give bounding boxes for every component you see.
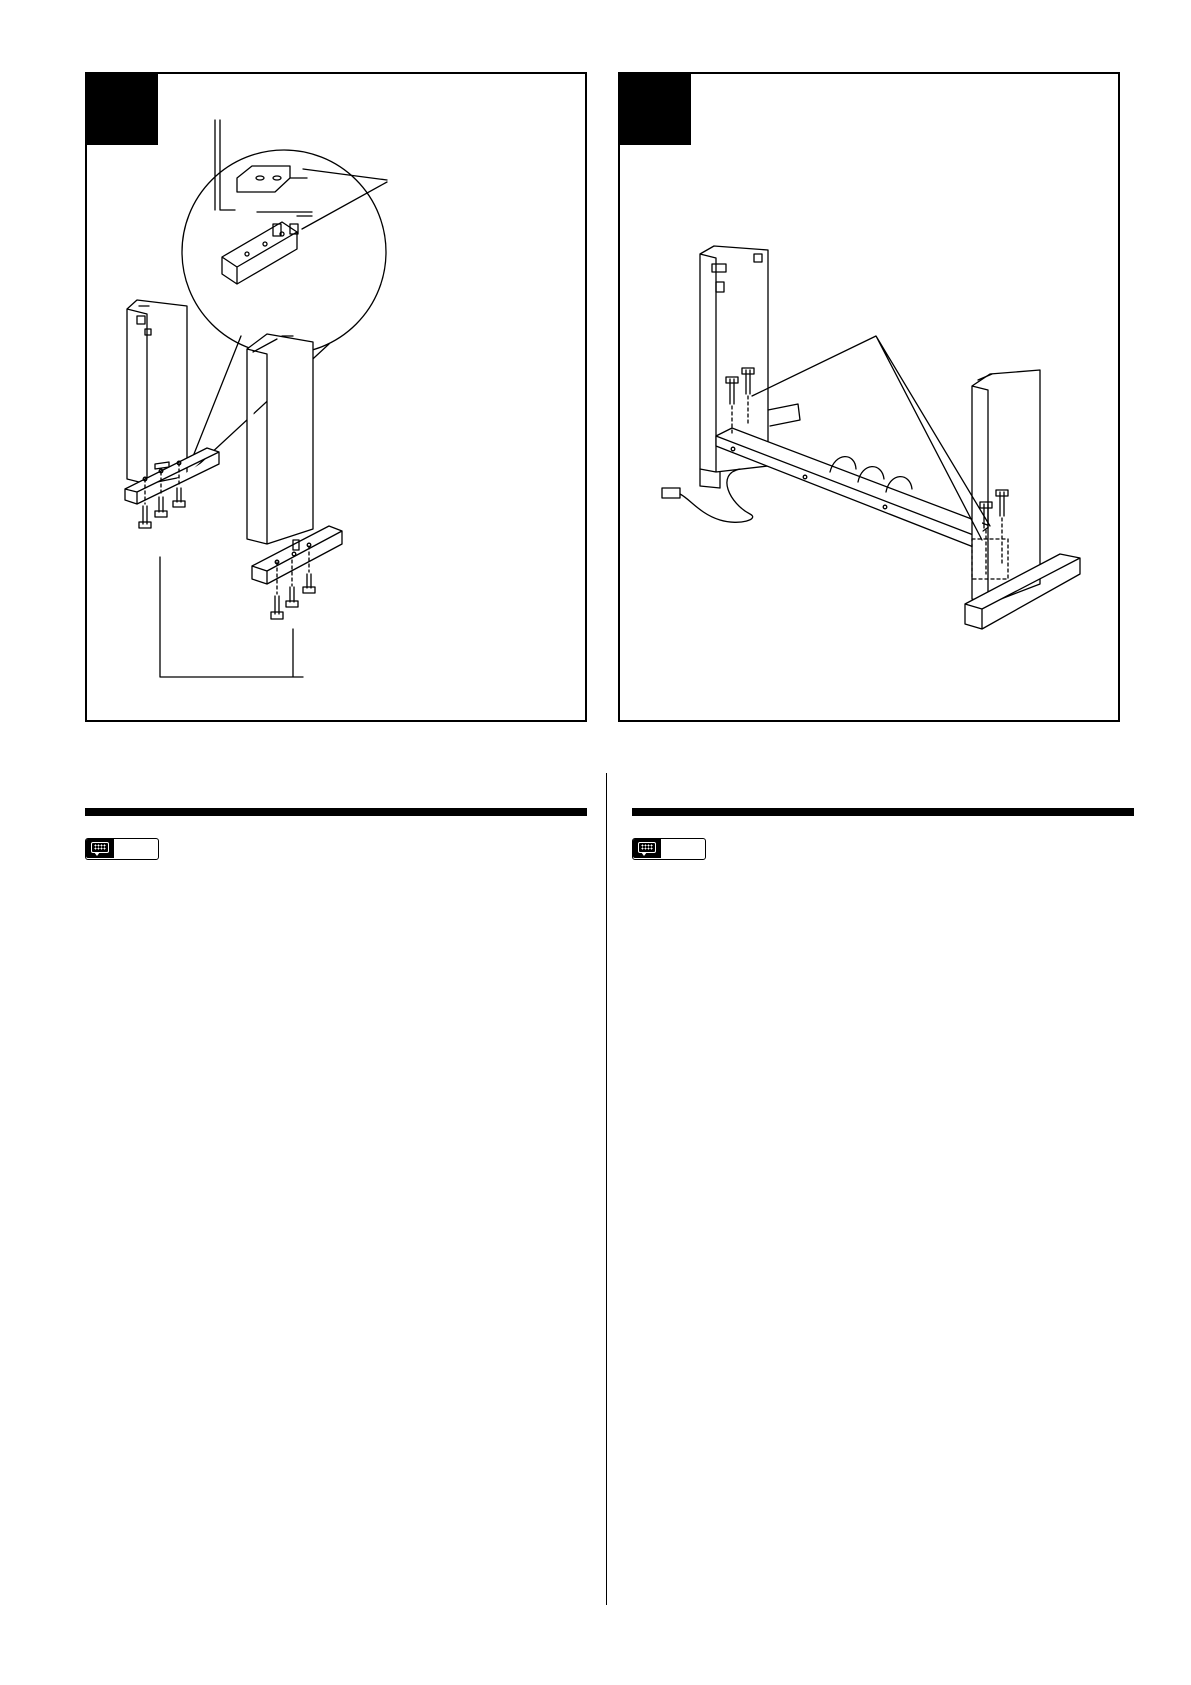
step-figure-left — [85, 72, 587, 722]
section-right — [632, 808, 1134, 860]
note-tag — [632, 838, 706, 860]
column-divider — [606, 773, 607, 1605]
section-left — [85, 808, 587, 860]
stand-frame-pedal-assembly-illustration — [620, 74, 1122, 724]
section-heading-rule — [632, 808, 1134, 816]
note-tag — [85, 838, 159, 860]
section-heading-rule — [85, 808, 587, 816]
side-panel-foot-assembly-illustration — [87, 74, 589, 724]
note-speech-bubble-icon — [633, 839, 661, 858]
step-figure-right — [618, 72, 1120, 722]
note-speech-bubble-icon — [86, 839, 114, 858]
